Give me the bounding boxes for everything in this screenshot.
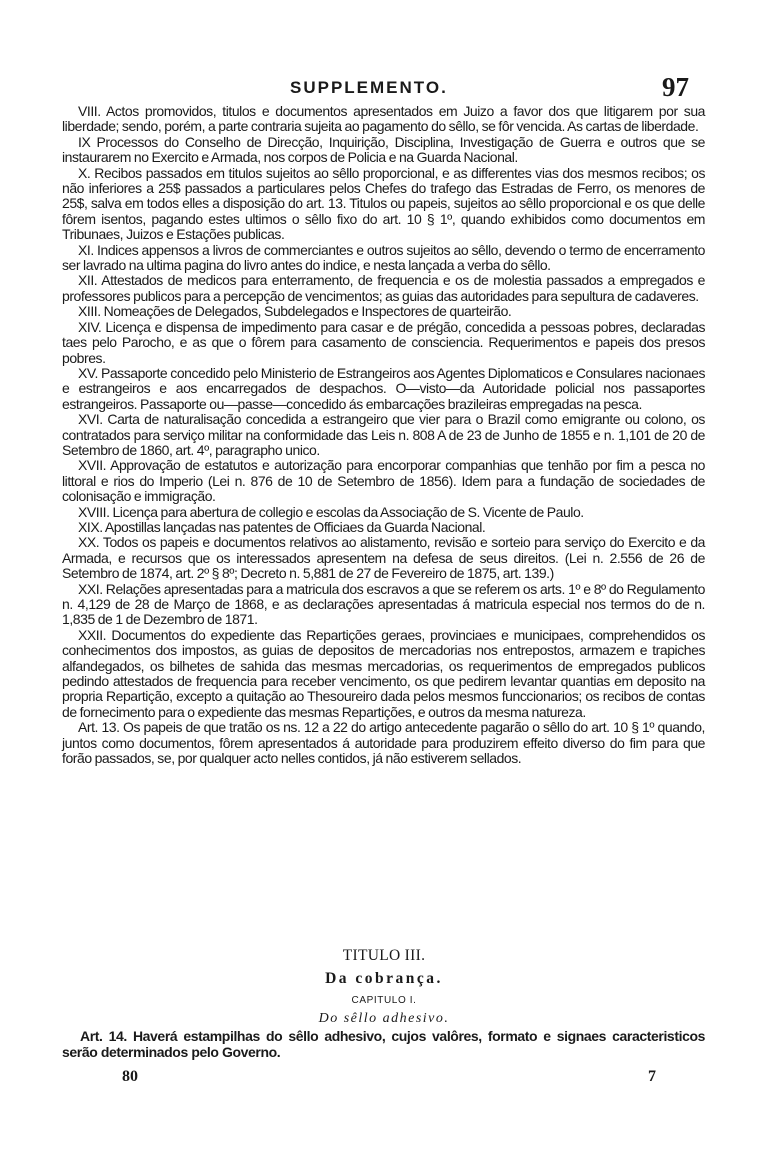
article-14 [62,1028,705,1060]
paragraph-xv: XV. Passaporte concedido pelo Ministerio de Estrangeiros aos Agentes Diplomaticos e Consulares nacionaes e estrangeiros e aos encarregados de despachos. O—visto—da Autoridade policial nos passaportes estrangeiros. Passaporte ou—passe—concedido ás embarcações brazileiras empregadas na pesca. [62,364,705,412]
paragraph-ix: IX Processos do Conselho de Direcção, Inquirição, Disciplina, Investigação de Guerra e outros que se instaurarem no Exercito e Armada, nos corpos de Policia e na Guarda Nacional. [62,133,705,166]
paragraph-xix: XIX. Apostillas lançadas nas patentes de Officiaes da Guarda Nacional. [78,518,486,535]
secao-heading: Da cobrança. [325,970,443,987]
signature-mark-right: 7 [648,1068,656,1085]
titulo-heading: TITULO III. [342,947,426,964]
paragraph-xxii: XXII. Documentos do expediente das Repartições geraes, provinciaes e municipaes, comprehendidos os conhecimentos dos impostos, as guias de depositos de mercadorias nos entrepostos, armazem e trapiches alfandegados, os bilhetes de sahida das mesmas mercadorias, os requerimentos de empregados publicos pedindo attestados de frequencia para receber vencimento, os que pedirem levantar quantias em deposito na propria Repartição, excepto a quitação ao Thesoureiro dada pelos mesmos funccionarios; os recibos de contas de fornecimento para o expediente das mesmas Repartições, e outros da mesma natureza. [62,626,705,720]
paragraph-xi: XI. Indices appensos a livros de commerciantes e outros sujeitos ao sêllo, devendo o termo de encerramento ser lavrado na ultima pagina do livro antes do indice, e nesta lançada a verba do sêllo. [62,241,705,274]
paragraph-x: X. Recibos passados em titulos sujeitos ao sêllo proporcional, e as differentes vias dos mesmos recibos; os não inferiores a 25$ passados a particulares pelos Chefes do trafego das Estradas de Ferro, os menores de 25$, salva em todos elles a disposição do art. 13. Titulos ou papeis, sujeitos ao sêllo proporcional e os que delle fôrem isentos, pagando estes ultimos o sêllo fixo do art. 10 § 1º, quando exhibidos como documentos em Tribunaes, Juizos e Estações publicas. [62,164,705,243]
paragraph-xvii: XVII. Approvação de estatutos e autorização para encorporar companhias que tenhão por fim a pesca no littoral e rios do Imperio (Lei n. 876 de 10 de Setembro de 1856). Idem para a fundação de sociedades de colonisação e immigração. [62,457,705,505]
paragraph-xx: XX. Todos os papeis e documentos relativos ao alistamento, revisão e sorteio para serviço do Exercito e da Armada, e recursos que os interessados apresentem na defesa de seus direitos. (Lei n. 2.556 de 26 de Setembro de 1874, art. 2º § 8º; Decreto n. 5,881 de 27 de Fevereiro de 1875, art. 139.) [62,534,705,582]
paragraph-viii: VIII. Actos promovidos, titulos e documentos apresentados em Juizo a favor dos que litigarem por sua liberdade; sendo, porém, a parte contraria sujeita ao pagamento do sêllo, se fôr vencida. As cartas de liberdade. [62,103,705,135]
page-header [0,72,768,106]
paragraph-xviii: XVIII. Licença para abertura de collegio e escolas da Associação de S. Vicente de Paulo. [78,503,584,520]
page-number: 97 [662,72,689,102]
paragraph-xiii: XIII. Nomeações de Delegados, Subdelegados e Inspectores de quarteirão. [78,303,512,320]
paragraph-xii: XII. Attestados de medicos para enterramento, de frequencia e os de molestia passados a empregados e professores publicos para a percepção de vencimentos; as guias das autoridades para sepultura de cadaveres. [62,272,705,304]
signature-mark-left: 80 [122,1068,138,1085]
capitulo-heading: CAPITULO I. [351,995,417,1006]
subtitle-heading: Do sêllo adhesivo. [318,1011,450,1026]
body-text [62,104,705,766]
section-headings [0,946,768,1028]
paragraph-art-13: Art. 13. Os papeis de que tratão os ns. 12 a 22 do artigo antecedente pagarão o sêllo do art. 10 § 1º quando, juntos como documentos, fôrem apresentados á autoridade para produzirem effeito diverso do fim para que forão passados, se, por qualquer acto nelles contidos, já não estiverem sellados. [62,719,705,767]
paragraph-xvi: XVI. Carta de naturalisação concedida a estrangeiro que vier para o Brazil como emigrante ou colono, os contratados para serviço militar na conformidade das Leis n. 808 A de 23 de Junho de 1855 e n. 1,101 de 20 de Setembro de 1860, art. 4º, paragrapho unico. [62,411,705,458]
paragraph-xxi: XXI. Relações apresentadas para a matricula dos escravos a que se referem os arts. 1º e 8º do Regulamento n. 4,129 de 28 de Março de 1868, e as declarações apresentadas á matricula especial nos termos do de n. 1,835 de 1 de Dezembro de 1871. [62,580,705,628]
paragraph-art-14: Art. 14. Haverá estampilhas do sêllo adhesivo, cujos valôres, formato e signaes caracteristicos serão determinados pelo Governo. [62,1028,705,1060]
page-footer [0,1068,768,1092]
paragraph-xiv: XIV. Licença e dispensa de impedimento para casar e de prégão, concedida a pessoas pobres, declaradas taes pelo Parocho, e as que o fôrem para casamento de consciencia. Requerimentos e papeis dos presos pobres. [62,318,705,366]
running-title: SUPPLEMENTO. [290,78,448,97]
